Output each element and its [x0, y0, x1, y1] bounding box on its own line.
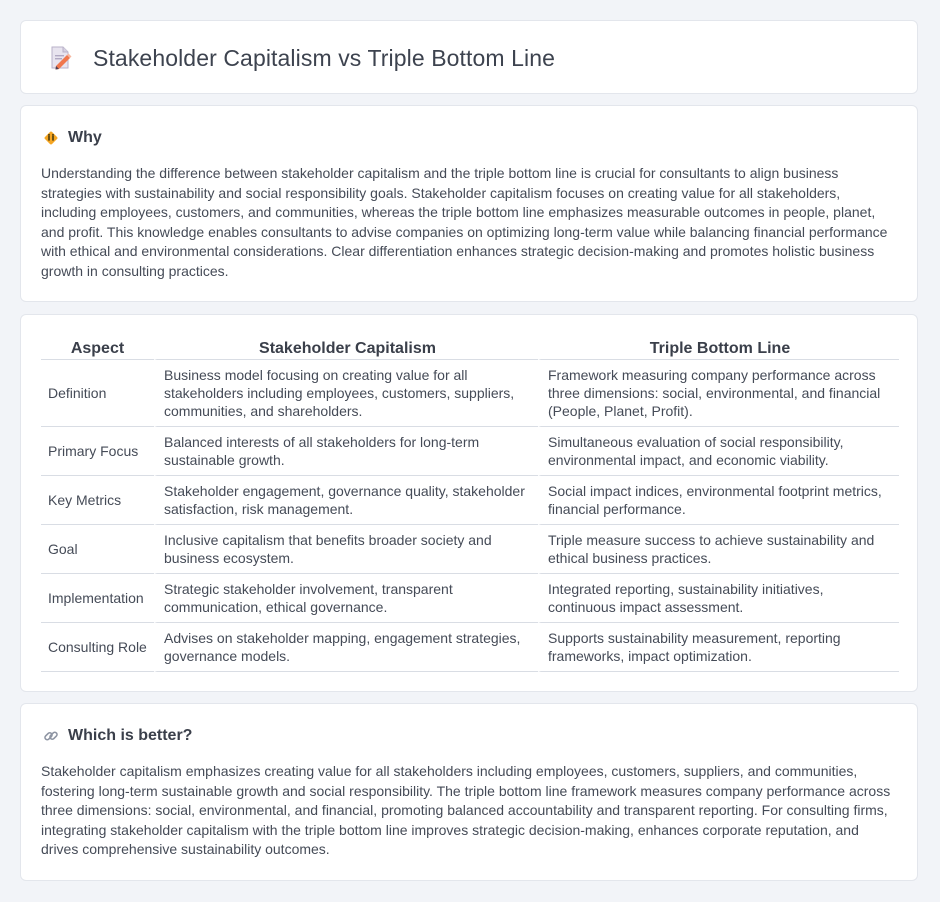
header-stakeholder-capitalism: Stakeholder Capitalism	[154, 337, 538, 360]
row-triple-bottom-line: Framework measuring company performance across three dimensions: social, environmental, and financial (People, Planet, Profit).	[538, 360, 899, 427]
row-triple-bottom-line: Triple measure success to achieve sustainability and ethical business practices.	[538, 525, 899, 574]
table-row	[41, 360, 899, 427]
why-body: Understanding the difference between stakeholder capitalism and the triple bottom line is crucial for consultants to align business strategies with sustainability and social responsibility goals. Stakeholder capitalism focuses on creating value for all stakeholders, including employees, customers, and communities, whereas the triple bottom line emphasizes measurable outcomes in people, planet, and profit. This knowledge enables consultants to advise companies on optimizing long-term value while balancing financial performance with ethical and environmental considerations. Clear differentiation enhances strategic decision-making and promotes holistic business growth in consulting practices.	[41, 165, 888, 279]
comparison-table	[41, 337, 899, 672]
row-stakeholder-capitalism: Stakeholder engagement, governance quality, stakeholder satisfaction, risk management.	[154, 476, 538, 525]
header-aspect: Aspect	[41, 337, 154, 360]
warning-sign-icon	[43, 130, 59, 146]
table-row	[41, 476, 899, 525]
better-heading	[21, 704, 917, 746]
page-title: Stakeholder Capitalism vs Triple Bottom Line	[93, 44, 556, 71]
title-card	[20, 20, 918, 94]
row-stakeholder-capitalism: Strategic stakeholder involvement, transparent communication, ethical governance.	[154, 574, 538, 623]
table-row	[41, 427, 899, 476]
link-icon	[43, 728, 59, 744]
document-pencil-icon	[47, 45, 73, 71]
row-stakeholder-capitalism: Balanced interests of all stakeholders for long-term sustainable growth.	[154, 427, 538, 476]
row-triple-bottom-line: Simultaneous evaluation of social responsibility, environmental impact, and economic viability.	[538, 427, 899, 476]
header-triple-bottom-line: Triple Bottom Line	[538, 337, 899, 360]
why-heading	[21, 106, 917, 148]
row-stakeholder-capitalism: Advises on stakeholder mapping, engagement strategies, governance models.	[154, 623, 538, 672]
why-title: Why	[68, 129, 102, 146]
why-section	[20, 105, 918, 302]
row-triple-bottom-line: Integrated reporting, sustainability initiatives, continuous impact assessment.	[538, 574, 899, 623]
row-aspect: Primary Focus	[41, 427, 154, 476]
row-aspect: Implementation	[41, 574, 154, 623]
row-stakeholder-capitalism: Inclusive capitalism that benefits broader society and business ecosystem.	[154, 525, 538, 574]
row-aspect: Goal	[41, 525, 154, 574]
table-row	[41, 525, 899, 574]
table-row	[41, 623, 899, 672]
row-stakeholder-capitalism: Business model focusing on creating value for all stakeholders including employees, customers, suppliers, communities, and shareholders.	[154, 360, 538, 427]
row-triple-bottom-line: Supports sustainability measurement, reporting frameworks, impact optimization.	[538, 623, 899, 672]
comparison-card	[20, 314, 918, 692]
title-row	[21, 21, 917, 95]
better-body: Stakeholder capitalism emphasizes creating value for all stakeholders including employees, customers, suppliers, and communities, fostering long-term sustainable growth and social responsibility. The triple bottom line framework measures company performance across three dimensions: social, environmental, and financial, promoting balanced accountability and transparent reporting. For consulting firms, integrating stakeholder capitalism with the triple bottom line improves strategic decision-making, enhances corporate reputation, and drives comprehensive sustainability outcomes.	[41, 763, 891, 858]
row-triple-bottom-line: Social impact indices, environmental footprint metrics, financial performance.	[538, 476, 899, 525]
table-row	[41, 574, 899, 623]
table-header-row	[41, 337, 899, 360]
which-is-better-section	[20, 703, 918, 881]
row-aspect: Key Metrics	[41, 476, 154, 525]
better-title: Which is better?	[68, 727, 193, 744]
row-aspect: Definition	[41, 360, 154, 427]
row-aspect: Consulting Role	[41, 623, 154, 672]
